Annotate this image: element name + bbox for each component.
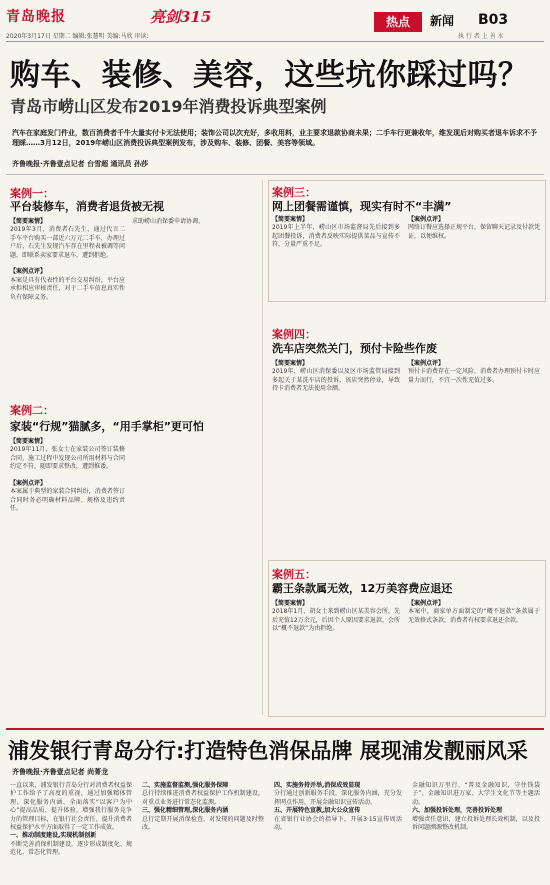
case4-label: 案例四： — [272, 328, 316, 341]
case5-label: 案例五： — [272, 568, 316, 581]
case1-body2: 本案是具有代表性的平台交易纠纷，平台应承担相应审核责任，对于二手车信息真实性负有保障义务。 — [10, 276, 125, 301]
bank-section-rule — [6, 728, 544, 730]
case4-body1: 2019年，崂山区消保委以及区市场监管局接到多起关于某洗车店的投诉，该店突然停业，导致持卡消费者无法使用余额。 — [272, 368, 400, 393]
case2-col1 — [10, 438, 125, 514]
case3-body1: 2019年上半年，崂山区市场监督局先后接到多起团餐投诉，消费者反映实际提供菜品与宣传不符，分量严重不足。 — [272, 224, 400, 249]
case1-body1: 2019年3月，消费者石先生，通过代言二手车平台购买一部近六万元二手车，办理过户后，石先生发现汽车存在里程表被调等问题，即联系卖家要求退车，遭到拒绝。 — [10, 226, 125, 259]
main-headline: 购车、装修、美容，这些坑你踩过吗？ — [10, 58, 529, 93]
bank-h5: 五、开展特色宣教,加大公众宣传 — [274, 807, 361, 815]
case5-tag1: 【简要案情】 — [272, 600, 309, 607]
case1-col1 — [10, 218, 125, 302]
case1-tag2: 【案例点评】 — [10, 268, 47, 276]
bank-p4: 分行通过创新服务手段，深化服务内涵，充分发挥网点作用，开展金融知识宣传活动。 — [274, 790, 402, 806]
bank-byline: 齐鲁晚报·齐鲁壹点记者 尚菁龙 — [12, 768, 109, 776]
bank-p7: 增强责任意识，建立投诉处理长效机制，以及投诉问题溯源整改机制。 — [412, 815, 540, 832]
top-rule — [6, 41, 544, 42]
case3-col1 — [272, 216, 400, 250]
section-rule — [6, 174, 544, 175]
section-name: 新闻 — [430, 14, 455, 28]
case2-label: 案例二： — [10, 404, 54, 417]
case4-title: 洗车店突然关门，预付卡险些作废 — [272, 342, 437, 355]
bank-p6: 金融知识万里行、“普及金融知识，守住钱袋子”、金融知识进万家、大学生文化节等主题活动。 — [412, 782, 540, 806]
case4-body2: 预付卡消费存在一定风险，消费者办理预付卡时应量力而行，不宜一次性充值过多。 — [408, 368, 541, 384]
case2-tag2: 【案例点评】 — [10, 480, 47, 488]
case5-body2: 本案中，商家单方面制定的“概不退款”条款属于无效格式条款，消费者有权要求退还余款。 — [408, 608, 540, 624]
bank-col3 — [274, 782, 402, 832]
case5-body1: 2018年1月，胡女士来到崂山区某美容会所，先后充值12万余元，后因个人原因要求退款，会所以“概不退款”为由拒绝。 — [272, 608, 400, 633]
lead-paragraph: 汽车在家庭发门件业，数百消费者千牛大量实付卡无法使用；装饰公司以次充好，多收用料，业主要求退款协商未果；二手车行更兼收年，维发现后对购买者退车诉求不予理睬……3月12日，2019年崂山区消费投诉典型案例发布，涉及购车、装修、团餐、美容等领域。 — [12, 129, 537, 147]
case4-col1 — [272, 360, 400, 394]
case5-title: 霸王条款属无效，12万美容费应退还 — [272, 582, 453, 595]
case1-tag1: 【简要案情】 — [10, 218, 47, 225]
bank-headline: 浦发银行青岛分行:打造特色消保品牌 展现浦发靓丽风采 — [8, 739, 528, 763]
bank-h4: 四、实施务持并举,消保成效显现 — [274, 782, 361, 789]
bank-h3: 三、强化精细管理,深化服务内涵 — [142, 807, 229, 815]
column-divider — [262, 180, 263, 715]
page-number: B03 — [478, 12, 509, 28]
bank-p1: 不断完善消保机制建设，逐步形成制度化、规范化、常态化管理。 — [10, 840, 132, 857]
editor-line: 执 行 者 上 善 水 — [458, 33, 504, 40]
case3-label: 案例三： — [272, 186, 316, 199]
bank-h1: 一、推动制度建设,实现机制创新 — [10, 832, 97, 840]
date-line: 2020年3月17日 星期二 编辑:张慧明 美编:马欣 审读: — [6, 33, 149, 40]
case3-col2 — [408, 216, 540, 241]
case5-col2 — [408, 600, 540, 625]
case2-tag1: 【简要案情】 — [10, 438, 47, 445]
case1-col2 — [132, 218, 247, 226]
bank-h2: 二、实施监督监测,强化服务保障 — [142, 782, 229, 789]
case1-title: 平台装修车，消费者退货被无视 — [10, 200, 164, 213]
case5-tag2: 【案例点评】 — [408, 600, 445, 607]
case5-col1 — [272, 600, 400, 634]
case3-body2: 网络订餐应选择正规平台，保留聊天记录及付款凭证，以便维权。 — [408, 224, 541, 240]
bank-p3: 总行定期开展消保检查，对发现的问题及时整改。 — [142, 815, 264, 832]
case3-title: 网上团餐需谨慎，现实有时不“丰满” — [272, 200, 452, 213]
byline: 齐鲁晚报·齐鲁壹点记者 台雪超 通讯员 孙莎 — [12, 160, 148, 168]
case2-body2: 本案属于典型的家装合同纠纷，消费者签订合同时务必明确材料品牌、规格及违约责任。 — [10, 488, 125, 513]
case3-tag2: 【案例点评】 — [408, 216, 445, 223]
bank-intro: 一直以来，浦发银行青岛分行对消费者权益保护工作给予了高度的重视，通过加强精体管理、深化服务内涵、全面落实“以客户为中心”提高品质、提升体验，增强我行服务竞争力的管理目标，在银行社会责任、提升消费者权益保护水平方面取得了一定工作成效。 — [10, 782, 132, 832]
case1-body3: 求助崂山消保委申请协调。 — [132, 218, 205, 225]
newspaper-logo: 青岛晚报 — [6, 9, 66, 25]
case4-tag2: 【案例点评】 — [408, 360, 445, 367]
bank-p5: 在省银行业协会的指导下，开展3·15宣传周活动。 — [274, 815, 402, 832]
campaign-badge: 亮剑315 — [150, 8, 212, 26]
case2-title: 家装“行规”猫腻多，“用手掌柜”更可怕 — [10, 420, 204, 433]
bank-col2 — [142, 782, 264, 832]
case3-tag1: 【简要案情】 — [272, 216, 309, 223]
bank-col4 — [412, 782, 540, 832]
sub-headline: 青岛市崂山区发布2019年消费投诉典型案例 — [10, 97, 327, 116]
bank-col1 — [10, 782, 132, 858]
case2-body1: 2019年11月，张女士在家装公司签订装修合同，施工过程中发现公司所用材料与合同约定不符，随即要求整改，遭到推诿。 — [10, 446, 125, 471]
case4-tag1: 【简要案情】 — [272, 360, 309, 367]
hot-section-tag: 热点 — [374, 12, 422, 32]
case4-col2 — [408, 360, 540, 385]
bank-p2: 总行持续推进消费者权益保护工作机制建设，对重点业务进行常态化监测。 — [142, 790, 264, 806]
bank-h6: 六、加强投诉处理，完善投诉处理 — [412, 807, 503, 815]
case1-label: 案例一： — [10, 187, 54, 200]
